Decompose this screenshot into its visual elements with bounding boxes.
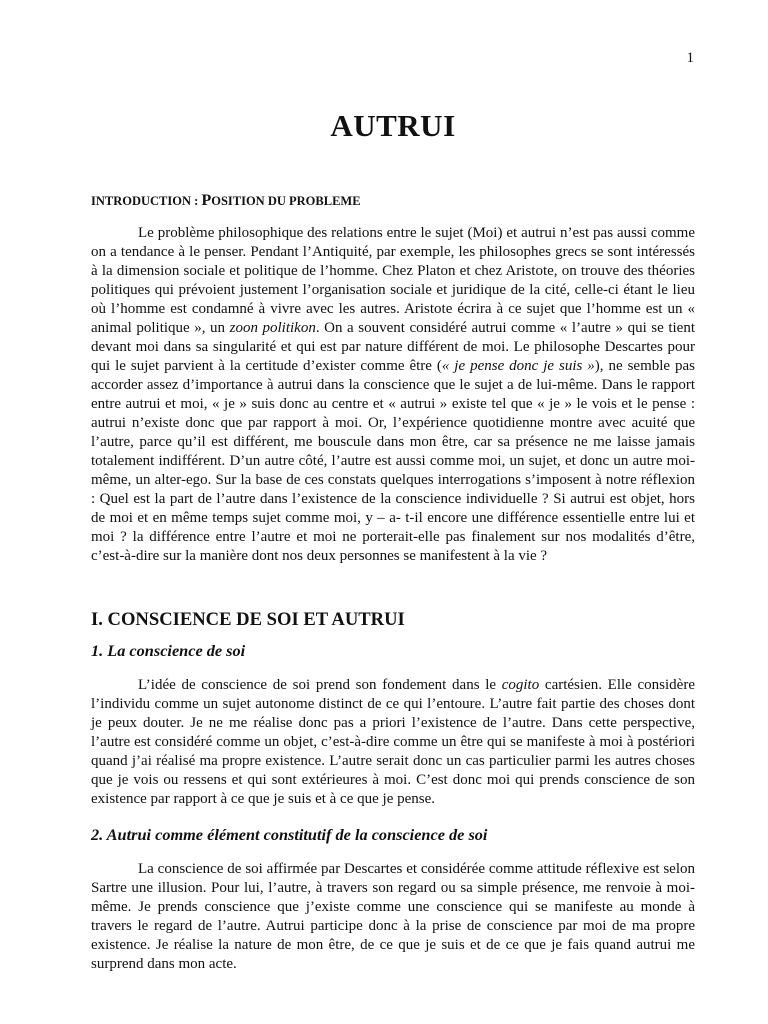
intro-text-3: ), ne semble pas accorder assez d’importance à autrui dans la conscience que le sujet a de lui-même. Dans le rapport entre autrui et moi, « je » suis donc au centre et « autrui » existe tel que « je » le vois et le pense : autrui n’existe donc que par rapport à moi. Or, l’expérience quotidienne montre avec acuité que l’autre, parce qu’il est différent, me bouscule dans mon être, car sa présence ne me laisse jamais totalement indifférent. D’un autre côté, l’autre est aussi comme moi, un sujet, et donc un autre moi-même, un alter-ego. Sur la base de ces constats quelques interrogations s’imposent à notre réflexion : Quel est la part de l’autre dans l’existence de la conscience individuelle ? Si autrui est objet, hors de moi et en même temps sujet comme moi, y – a- t-il encore une différence essentielle entre lui et moi ? la différence entre l’autre et moi ne porterait-elle pas finalement sur nos modalités d’être, c’est-à-dire sur la manière dont nos deux personnes se manifestent à la vie ?: [91, 358, 695, 564]
sub1-text-a: L’idée de conscience de soi prend son fondement dans le: [138, 677, 502, 693]
document-body: [91, 100, 695, 974]
intro-emphasis-cogito-quote: « je pense donc je suis »: [441, 358, 595, 374]
document-title: AUTRUI: [330, 108, 456, 143]
intro-paragraph: [91, 224, 695, 566]
page-number: 1: [686, 50, 694, 66]
subsection-heading-1: 1. La conscience de soi: [91, 641, 246, 660]
intro-text-2: . On a souvent considéré autrui comme « l’autre » qui se tient devant moi dans sa singularité et qui est par nature différent de moi. Le philosophe Descartes pour qui le sujet parvient à la certitude d’exister comme être (: [91, 320, 695, 374]
subsection-paragraph-1: [91, 676, 695, 809]
intro-heading-label: INTRODUCTION :: [91, 194, 202, 208]
intro-heading-initial: P: [201, 192, 212, 209]
section-heading: I. CONSCIENCE DE SOI ET AUTRUI: [91, 609, 405, 630]
subsection-heading-2: 2. Autrui comme élément constitutif de la conscience de soi: [91, 825, 488, 844]
sub1-emphasis-cogito: cogito: [501, 677, 540, 693]
intro-heading-rest: OSITION DU PROBLEME: [211, 194, 361, 208]
subsection-paragraph-2: La conscience de soi affirmée par Descartes et considérée comme attitude réflexive est selon Sartre une illusion. Pour lui, l’autre, à travers son regard ou sa simple présence, me renvoie à moi-même. Je prends conscience que j’existe comme une conscience qui se manifeste au monde à travers le regard de l’autre. Autrui participe donc à la prise de conscience par moi de ma propre existence. Je réalise la nature de mon être, de ce que je suis et de ce que je fais quand autrui me surprend dans mon acte.: [91, 861, 695, 972]
intro-text-1: Le problème philosophique des relations entre le sujet (Moi) et autrui n’est pas aussi comme on a tendance à le penser. Pendant l’Antiquité, par exemple, les philosophes grecs se sont intéressés à la dimension sociale et politique de l’homme. Chez Platon et chez Aristote, on trouve des théories politiques qui prévoient justement l’organisation sociale et juridique de la cité, celle-ci étant le lieu où l’homme est condamné à vivre avec les autres. Aristote écrira à ce sujet que l’homme est un « animal politique », un: [91, 225, 695, 336]
sub1-text-b: cartésien. Elle considère l’individu comme un sujet autonome distinct de ce qui l’entoure. L’autre fait partie des choses dont je peux douter. Je ne me réalise donc pas a priori l’existence de l’autre. Dans cette perspective, l’autre est considéré comme un objet, c’est-à-dire comme un être qui se manifeste à moi à postériori quand j’ai réalisé ma propre existence. L’autre serait donc un cas particulier parmi les autres choses que je vois ou ressens et qui sont extérieures à moi. C’est donc moi qui prends conscience de son existence par rapport à ce que je suis et à ce que je pense.: [91, 677, 695, 807]
intro-emphasis-zoon: zoon politikon: [229, 320, 316, 336]
intro-heading: [91, 192, 695, 210]
